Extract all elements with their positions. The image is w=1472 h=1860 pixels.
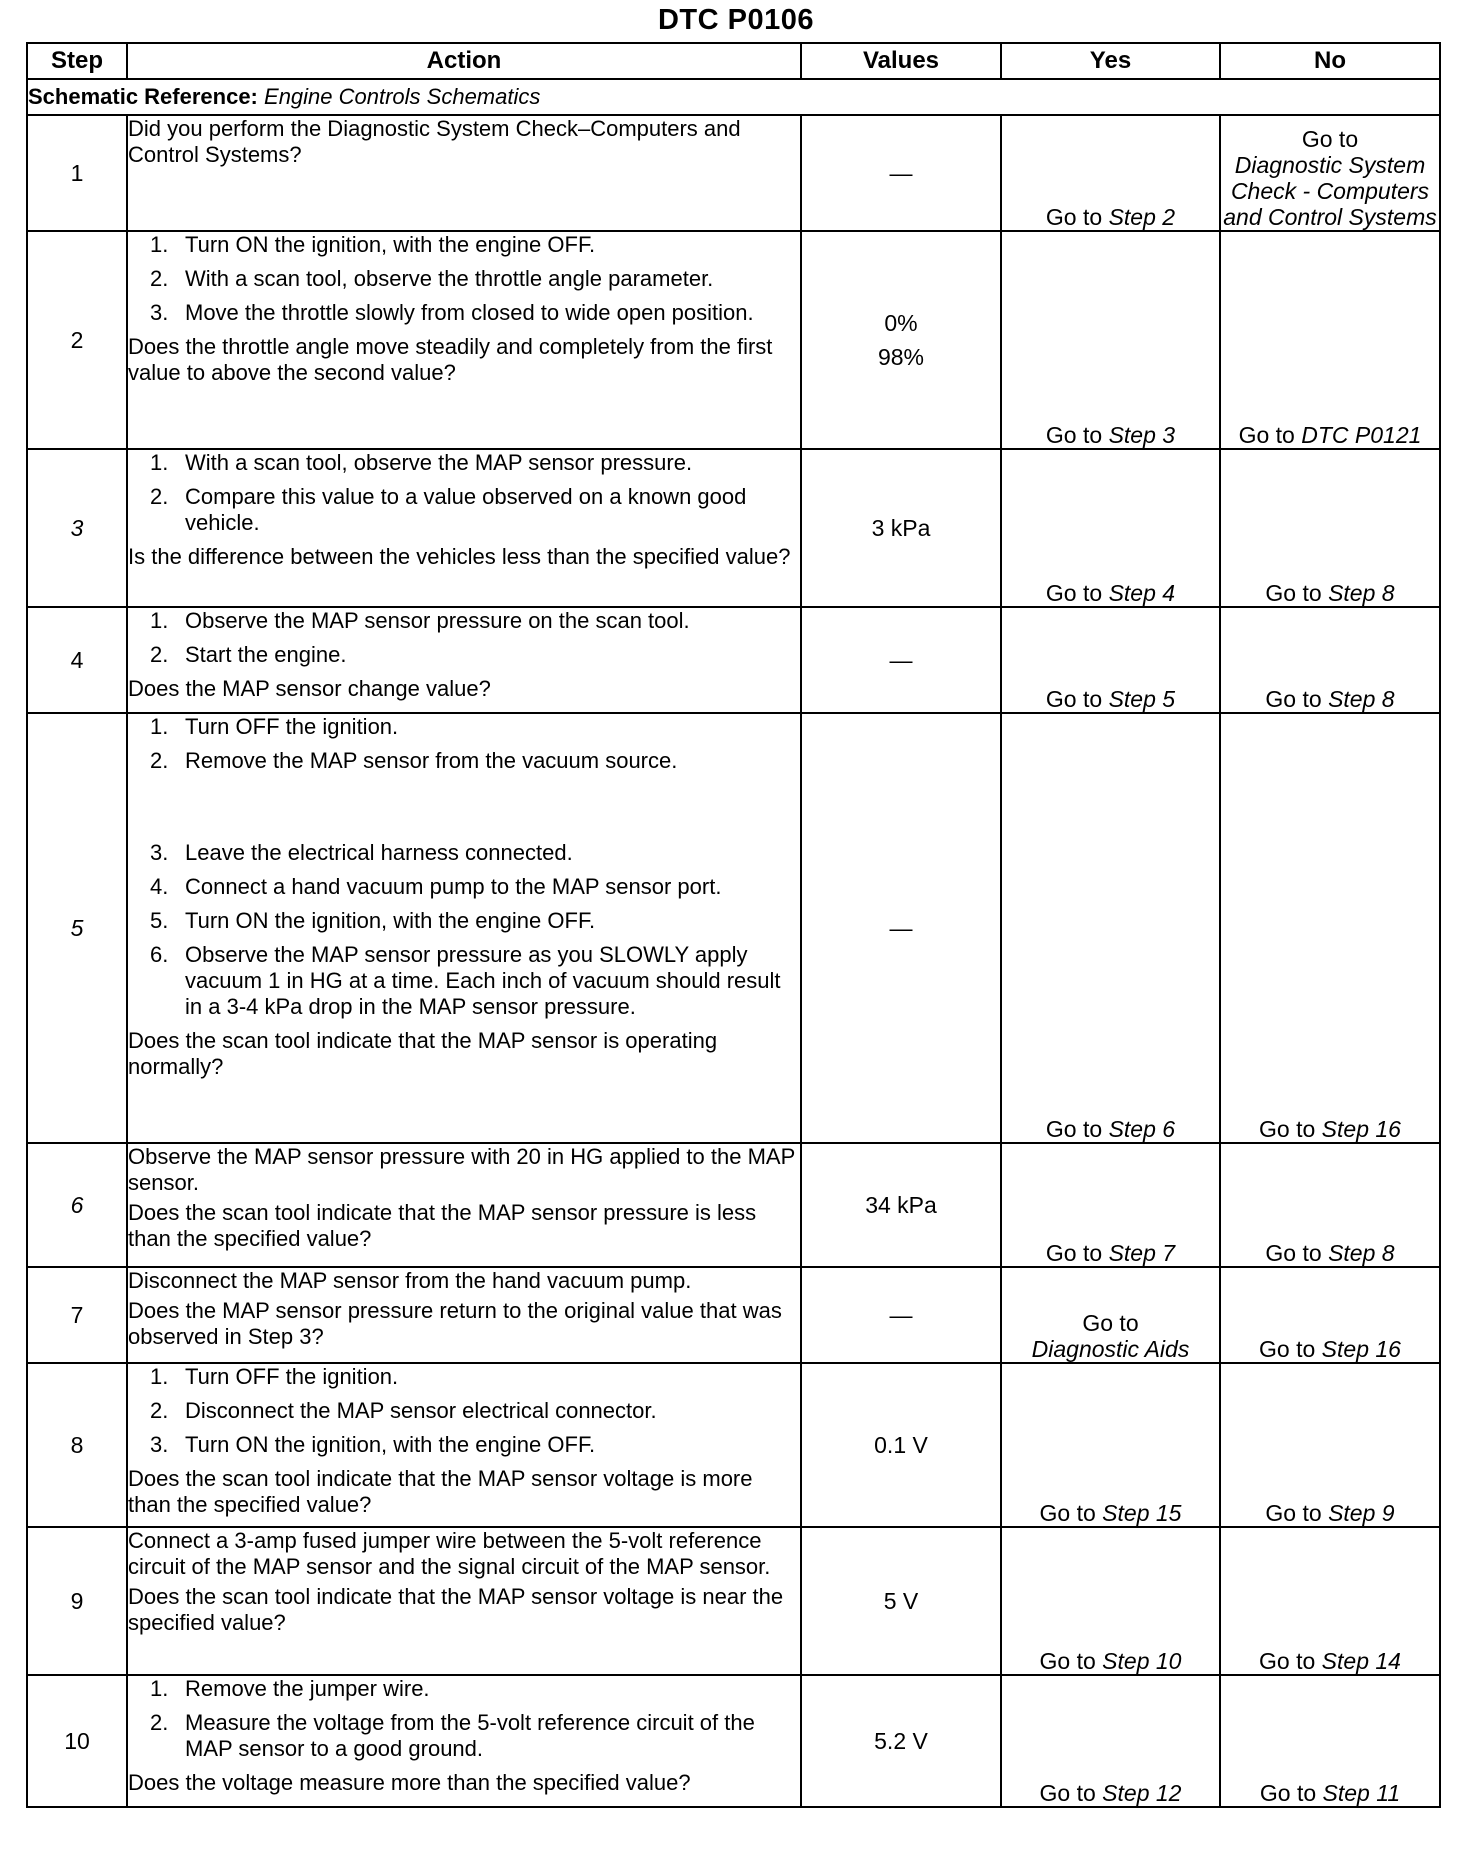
action-cell bbox=[127, 115, 801, 231]
no-go-to-link[interactable]: Step 8 bbox=[1328, 686, 1395, 712]
action-cell bbox=[127, 1267, 801, 1363]
action-text: Connect a 3-amp fused jumper wire between the 5-volt reference circuit of the MAP sensor and the signal circuit of the MAP sensor. bbox=[128, 1528, 771, 1579]
values-cell bbox=[801, 1267, 1001, 1363]
step-row bbox=[27, 1267, 1440, 1363]
value-text: 3 kPa bbox=[871, 515, 931, 541]
no-go-to-prefix: Go to bbox=[1265, 580, 1322, 606]
yes-go-to-link[interactable]: Step 15 bbox=[1102, 1500, 1182, 1526]
step-number: 2 bbox=[27, 231, 127, 449]
step-row bbox=[27, 607, 1440, 713]
yes-go-to bbox=[1001, 1675, 1220, 1807]
action-question: Does the scan tool indicate that the MAP sensor is operating normally? bbox=[128, 1028, 718, 1079]
action-step-number: 5. bbox=[150, 908, 169, 933]
value-text: — bbox=[889, 1302, 913, 1328]
value-text: 0.1 V bbox=[874, 1432, 928, 1458]
values-cell bbox=[801, 115, 1001, 231]
yes-go-to-prefix: Go to bbox=[1039, 1780, 1096, 1806]
no-go-to bbox=[1220, 1527, 1440, 1675]
action-step-text: Observe the MAP sensor pressure as you SLOWLY apply vacuum 1 in HG at a time. Each inch of vacuum should result in a 3-4 kPa drop in the MAP sensor pressure. bbox=[185, 942, 781, 1019]
yes-go-to-prefix: Go to bbox=[1045, 580, 1103, 606]
yes-go-to bbox=[1001, 1527, 1220, 1675]
action-step-number: 1. bbox=[150, 714, 169, 739]
action-cell bbox=[127, 1675, 801, 1807]
action-steps bbox=[128, 450, 800, 536]
value-text: 34 kPa bbox=[865, 1192, 937, 1218]
action-step-text: Turn OFF the ignition. bbox=[185, 1364, 399, 1389]
action-question: Does the throttle angle move steadily and completely from the first value to above the second value? bbox=[128, 334, 773, 385]
yes-go-to bbox=[1001, 449, 1220, 607]
action-step-number: 1. bbox=[150, 450, 169, 475]
step-number: 9 bbox=[27, 1527, 127, 1675]
action-step-item bbox=[128, 942, 800, 1020]
action-cell bbox=[127, 607, 801, 713]
yes-go-to-prefix: Go to bbox=[1045, 1116, 1103, 1142]
yes-go-to-prefix: Go to bbox=[1045, 422, 1103, 448]
step-number: 10 bbox=[27, 1675, 127, 1807]
action-step-item bbox=[128, 840, 800, 866]
action-cell bbox=[127, 449, 801, 607]
no-go-to-link[interactable]: Step 14 bbox=[1321, 1648, 1401, 1674]
yes-go-to-link[interactable]: Diagnostic Aids bbox=[1031, 1336, 1190, 1362]
action-step-item bbox=[128, 232, 800, 258]
no-go-to-link[interactable]: Step 16 bbox=[1321, 1336, 1401, 1362]
values-cell bbox=[801, 713, 1001, 1143]
action-steps bbox=[128, 232, 800, 326]
yes-go-to bbox=[1001, 115, 1220, 231]
yes-go-to bbox=[1001, 1143, 1220, 1267]
no-go-to-prefix: Go to bbox=[1238, 422, 1295, 448]
yes-go-to-prefix: Go to bbox=[1045, 686, 1103, 712]
no-go-to-link[interactable]: Step 9 bbox=[1328, 1500, 1395, 1526]
action-step-item bbox=[128, 484, 800, 536]
yes-go-to-prefix: Go to bbox=[1039, 1648, 1096, 1674]
action-step-item bbox=[128, 1710, 800, 1762]
header-no: No bbox=[1220, 43, 1440, 79]
action-step-text: Connect a hand vacuum pump to the MAP sensor port. bbox=[185, 874, 722, 899]
dtc-table bbox=[26, 42, 1441, 1808]
action-step-item bbox=[128, 266, 800, 292]
values-cell bbox=[801, 1527, 1001, 1675]
action-step-number: 3. bbox=[150, 1432, 169, 1457]
no-go-to-prefix: Go to bbox=[1259, 1336, 1316, 1362]
yes-go-to bbox=[1001, 713, 1220, 1143]
no-go-to bbox=[1220, 449, 1440, 607]
action-step-item bbox=[128, 874, 800, 900]
yes-go-to-link[interactable]: Step 3 bbox=[1108, 422, 1176, 448]
action-step-item bbox=[128, 748, 800, 774]
step-row bbox=[27, 231, 1440, 449]
no-go-to-link[interactable]: Step 11 bbox=[1322, 1780, 1401, 1806]
yes-go-to-link[interactable]: Step 5 bbox=[1108, 686, 1176, 712]
yes-go-to bbox=[1001, 607, 1220, 713]
step-row bbox=[27, 1143, 1440, 1267]
action-step-number: 2. bbox=[150, 266, 169, 291]
action-step-text: With a scan tool, observe the MAP sensor pressure. bbox=[185, 450, 693, 475]
yes-go-to-prefix: Go to bbox=[1082, 1310, 1139, 1336]
action-question: Does the MAP sensor change value? bbox=[128, 676, 491, 701]
values-cell bbox=[801, 607, 1001, 713]
action-step-number: 2. bbox=[150, 1710, 169, 1735]
action-step-text: With a scan tool, observe the throttle angle parameter. bbox=[185, 266, 714, 291]
step-number: 5 bbox=[27, 713, 127, 1143]
action-step-text: Measure the voltage from the 5-volt reference circuit of the MAP sensor to a good ground. bbox=[185, 1710, 755, 1761]
schematic-reference-link[interactable]: Engine Controls Schematics bbox=[264, 84, 541, 109]
action-step-text: Turn ON the ignition, with the engine OFF. bbox=[185, 908, 596, 933]
action-step-text: Turn OFF the ignition. bbox=[185, 714, 399, 739]
action-step-number: 1. bbox=[150, 1364, 169, 1389]
no-go-to-link[interactable]: DTC P0121 bbox=[1301, 422, 1422, 448]
action-step-text: Observe the MAP sensor pressure on the scan tool. bbox=[185, 608, 690, 633]
no-go-to-prefix: Go to bbox=[1301, 126, 1359, 152]
values-cell bbox=[801, 1675, 1001, 1807]
action-question: Does the scan tool indicate that the MAP sensor pressure is less than the specified value? bbox=[128, 1200, 757, 1251]
action-step-text: Remove the MAP sensor from the vacuum source. bbox=[185, 748, 678, 773]
step-row bbox=[27, 1675, 1440, 1807]
action-step-item bbox=[128, 1432, 800, 1458]
yes-go-to-prefix: Go to bbox=[1045, 204, 1103, 230]
action-step-item bbox=[128, 714, 800, 740]
action-step-text: Start the engine. bbox=[185, 642, 347, 667]
action-question: Does the voltage measure more than the specified value? bbox=[128, 1770, 691, 1795]
spacer bbox=[128, 782, 800, 840]
action-cell bbox=[127, 713, 801, 1143]
action-question: Does the scan tool indicate that the MAP sensor voltage is more than the specified value? bbox=[128, 1466, 753, 1517]
no-go-to-prefix: Go to bbox=[1259, 1648, 1316, 1674]
schematic-reference-row bbox=[27, 79, 1440, 115]
value-text: 98% bbox=[877, 344, 925, 370]
action-step-item bbox=[128, 608, 800, 634]
no-go-to bbox=[1220, 607, 1440, 713]
no-go-to bbox=[1220, 1675, 1440, 1807]
action-steps bbox=[128, 1364, 800, 1458]
step-number: 7 bbox=[27, 1267, 127, 1363]
step-number: 6 bbox=[27, 1143, 127, 1267]
value-text: — bbox=[889, 647, 913, 673]
yes-go-to-link[interactable]: Step 7 bbox=[1108, 1240, 1176, 1266]
values-cell bbox=[801, 1143, 1001, 1267]
action-step-item bbox=[128, 450, 800, 476]
action-steps bbox=[128, 1676, 800, 1762]
action-step-number: 1. bbox=[150, 1676, 169, 1701]
action-question: Does the MAP sensor pressure return to the original value that was observed in Step 3? bbox=[128, 1298, 782, 1349]
header-row bbox=[27, 43, 1440, 79]
action-step-item bbox=[128, 1676, 800, 1702]
values-cell bbox=[801, 1363, 1001, 1527]
action-step-item bbox=[128, 1364, 800, 1390]
no-go-to bbox=[1220, 713, 1440, 1143]
action-cell bbox=[127, 1363, 801, 1527]
yes-go-to-link[interactable]: Step 4 bbox=[1108, 580, 1176, 606]
yes-go-to bbox=[1001, 231, 1220, 449]
yes-go-to-link[interactable]: Step 6 bbox=[1108, 1116, 1176, 1142]
no-go-to bbox=[1220, 1363, 1440, 1527]
step-row bbox=[27, 115, 1440, 231]
yes-go-to-link[interactable]: Step 2 bbox=[1108, 204, 1176, 230]
value-text: — bbox=[889, 915, 913, 941]
step-number: 4 bbox=[27, 607, 127, 713]
header-yes: Yes bbox=[1001, 43, 1220, 79]
action-step-number: 2. bbox=[150, 1398, 169, 1423]
action-question: Does the scan tool indicate that the MAP sensor voltage is near the specified value? bbox=[128, 1584, 784, 1635]
no-go-to-link[interactable]: Step 16 bbox=[1321, 1116, 1401, 1142]
action-step-number: 2. bbox=[150, 484, 169, 509]
action-cell bbox=[127, 231, 801, 449]
action-text: Observe the MAP sensor pressure with 20 in HG applied to the MAP sensor. bbox=[128, 1144, 795, 1195]
yes-go-to bbox=[1001, 1363, 1220, 1527]
no-go-to-link[interactable]: Diagnostic System Check - Computers and Control Systems bbox=[1223, 152, 1437, 230]
header-action: Action bbox=[127, 43, 801, 79]
action-step-item bbox=[128, 642, 800, 668]
value-text: 5 V bbox=[883, 1588, 919, 1614]
no-go-to bbox=[1220, 231, 1440, 449]
yes-go-to-link[interactable]: Step 12 bbox=[1102, 1780, 1182, 1806]
yes-go-to bbox=[1001, 1267, 1220, 1363]
action-cell bbox=[127, 1527, 801, 1675]
value-text: — bbox=[889, 160, 913, 186]
action-step-number: 3. bbox=[150, 840, 169, 865]
schematic-reference-label: Schematic Reference: bbox=[28, 84, 258, 109]
step-row bbox=[27, 713, 1440, 1143]
no-go-to bbox=[1220, 115, 1440, 231]
action-text: Disconnect the MAP sensor from the hand vacuum pump. bbox=[128, 1268, 692, 1293]
action-step-number: 6. bbox=[150, 942, 169, 967]
action-step-item bbox=[128, 1398, 800, 1424]
yes-go-to-link[interactable]: Step 10 bbox=[1102, 1648, 1182, 1674]
no-go-to-prefix: Go to bbox=[1259, 1780, 1317, 1806]
step-number: 1 bbox=[27, 115, 127, 231]
action-step-text: Remove the jumper wire. bbox=[185, 1676, 430, 1701]
step-row bbox=[27, 1527, 1440, 1675]
action-step-number: 1. bbox=[150, 608, 169, 633]
step-row bbox=[27, 449, 1440, 607]
action-cell bbox=[127, 1143, 801, 1267]
action-step-text: Compare this value to a value observed on a known good vehicle. bbox=[185, 484, 747, 535]
value-text: 5.2 V bbox=[874, 1728, 928, 1754]
action-step-text: Move the throttle slowly from closed to wide open position. bbox=[185, 300, 754, 325]
action-steps bbox=[128, 714, 800, 1020]
header-step: Step bbox=[27, 43, 127, 79]
yes-go-to-prefix: Go to bbox=[1045, 1240, 1103, 1266]
no-go-to-prefix: Go to bbox=[1265, 686, 1322, 712]
action-step-number: 1. bbox=[150, 232, 169, 257]
no-go-to-prefix: Go to bbox=[1265, 1500, 1322, 1526]
action-question: Is the difference between the vehicles less than the specified value? bbox=[128, 544, 791, 569]
action-step-text: Turn ON the ignition, with the engine OFF. bbox=[185, 232, 596, 257]
step-number: 8 bbox=[27, 1363, 127, 1527]
action-step-number: 2. bbox=[150, 748, 169, 773]
action-step-text: Disconnect the MAP sensor electrical connector. bbox=[185, 1398, 657, 1423]
no-go-to-link[interactable]: Step 8 bbox=[1328, 580, 1395, 606]
value-text: 0% bbox=[884, 310, 918, 336]
yes-go-to-prefix: Go to bbox=[1039, 1500, 1096, 1526]
step-row bbox=[27, 1363, 1440, 1527]
no-go-to bbox=[1220, 1143, 1440, 1267]
action-step-text: Turn ON the ignition, with the engine OFF. bbox=[185, 1432, 596, 1457]
header-values: Values bbox=[801, 43, 1001, 79]
step-number: 3 bbox=[27, 449, 127, 607]
no-go-to-prefix: Go to bbox=[1265, 1240, 1322, 1266]
action-step-number: 3. bbox=[150, 300, 169, 325]
action-steps bbox=[128, 608, 800, 668]
action-step-item bbox=[128, 300, 800, 326]
no-go-to-link[interactable]: Step 8 bbox=[1328, 1240, 1395, 1266]
action-step-number: 2. bbox=[150, 642, 169, 667]
action-text: Did you perform the Diagnostic System Check–Computers and Control Systems? bbox=[128, 116, 741, 167]
values-cell bbox=[801, 231, 1001, 449]
action-step-item bbox=[128, 908, 800, 934]
action-step-number: 4. bbox=[150, 874, 169, 899]
no-go-to-prefix: Go to bbox=[1259, 1116, 1316, 1142]
action-step-text: Leave the electrical harness connected. bbox=[185, 840, 573, 865]
page-title: DTC P0106 bbox=[657, 4, 814, 36]
values-cell bbox=[801, 449, 1001, 607]
no-go-to bbox=[1220, 1267, 1440, 1363]
